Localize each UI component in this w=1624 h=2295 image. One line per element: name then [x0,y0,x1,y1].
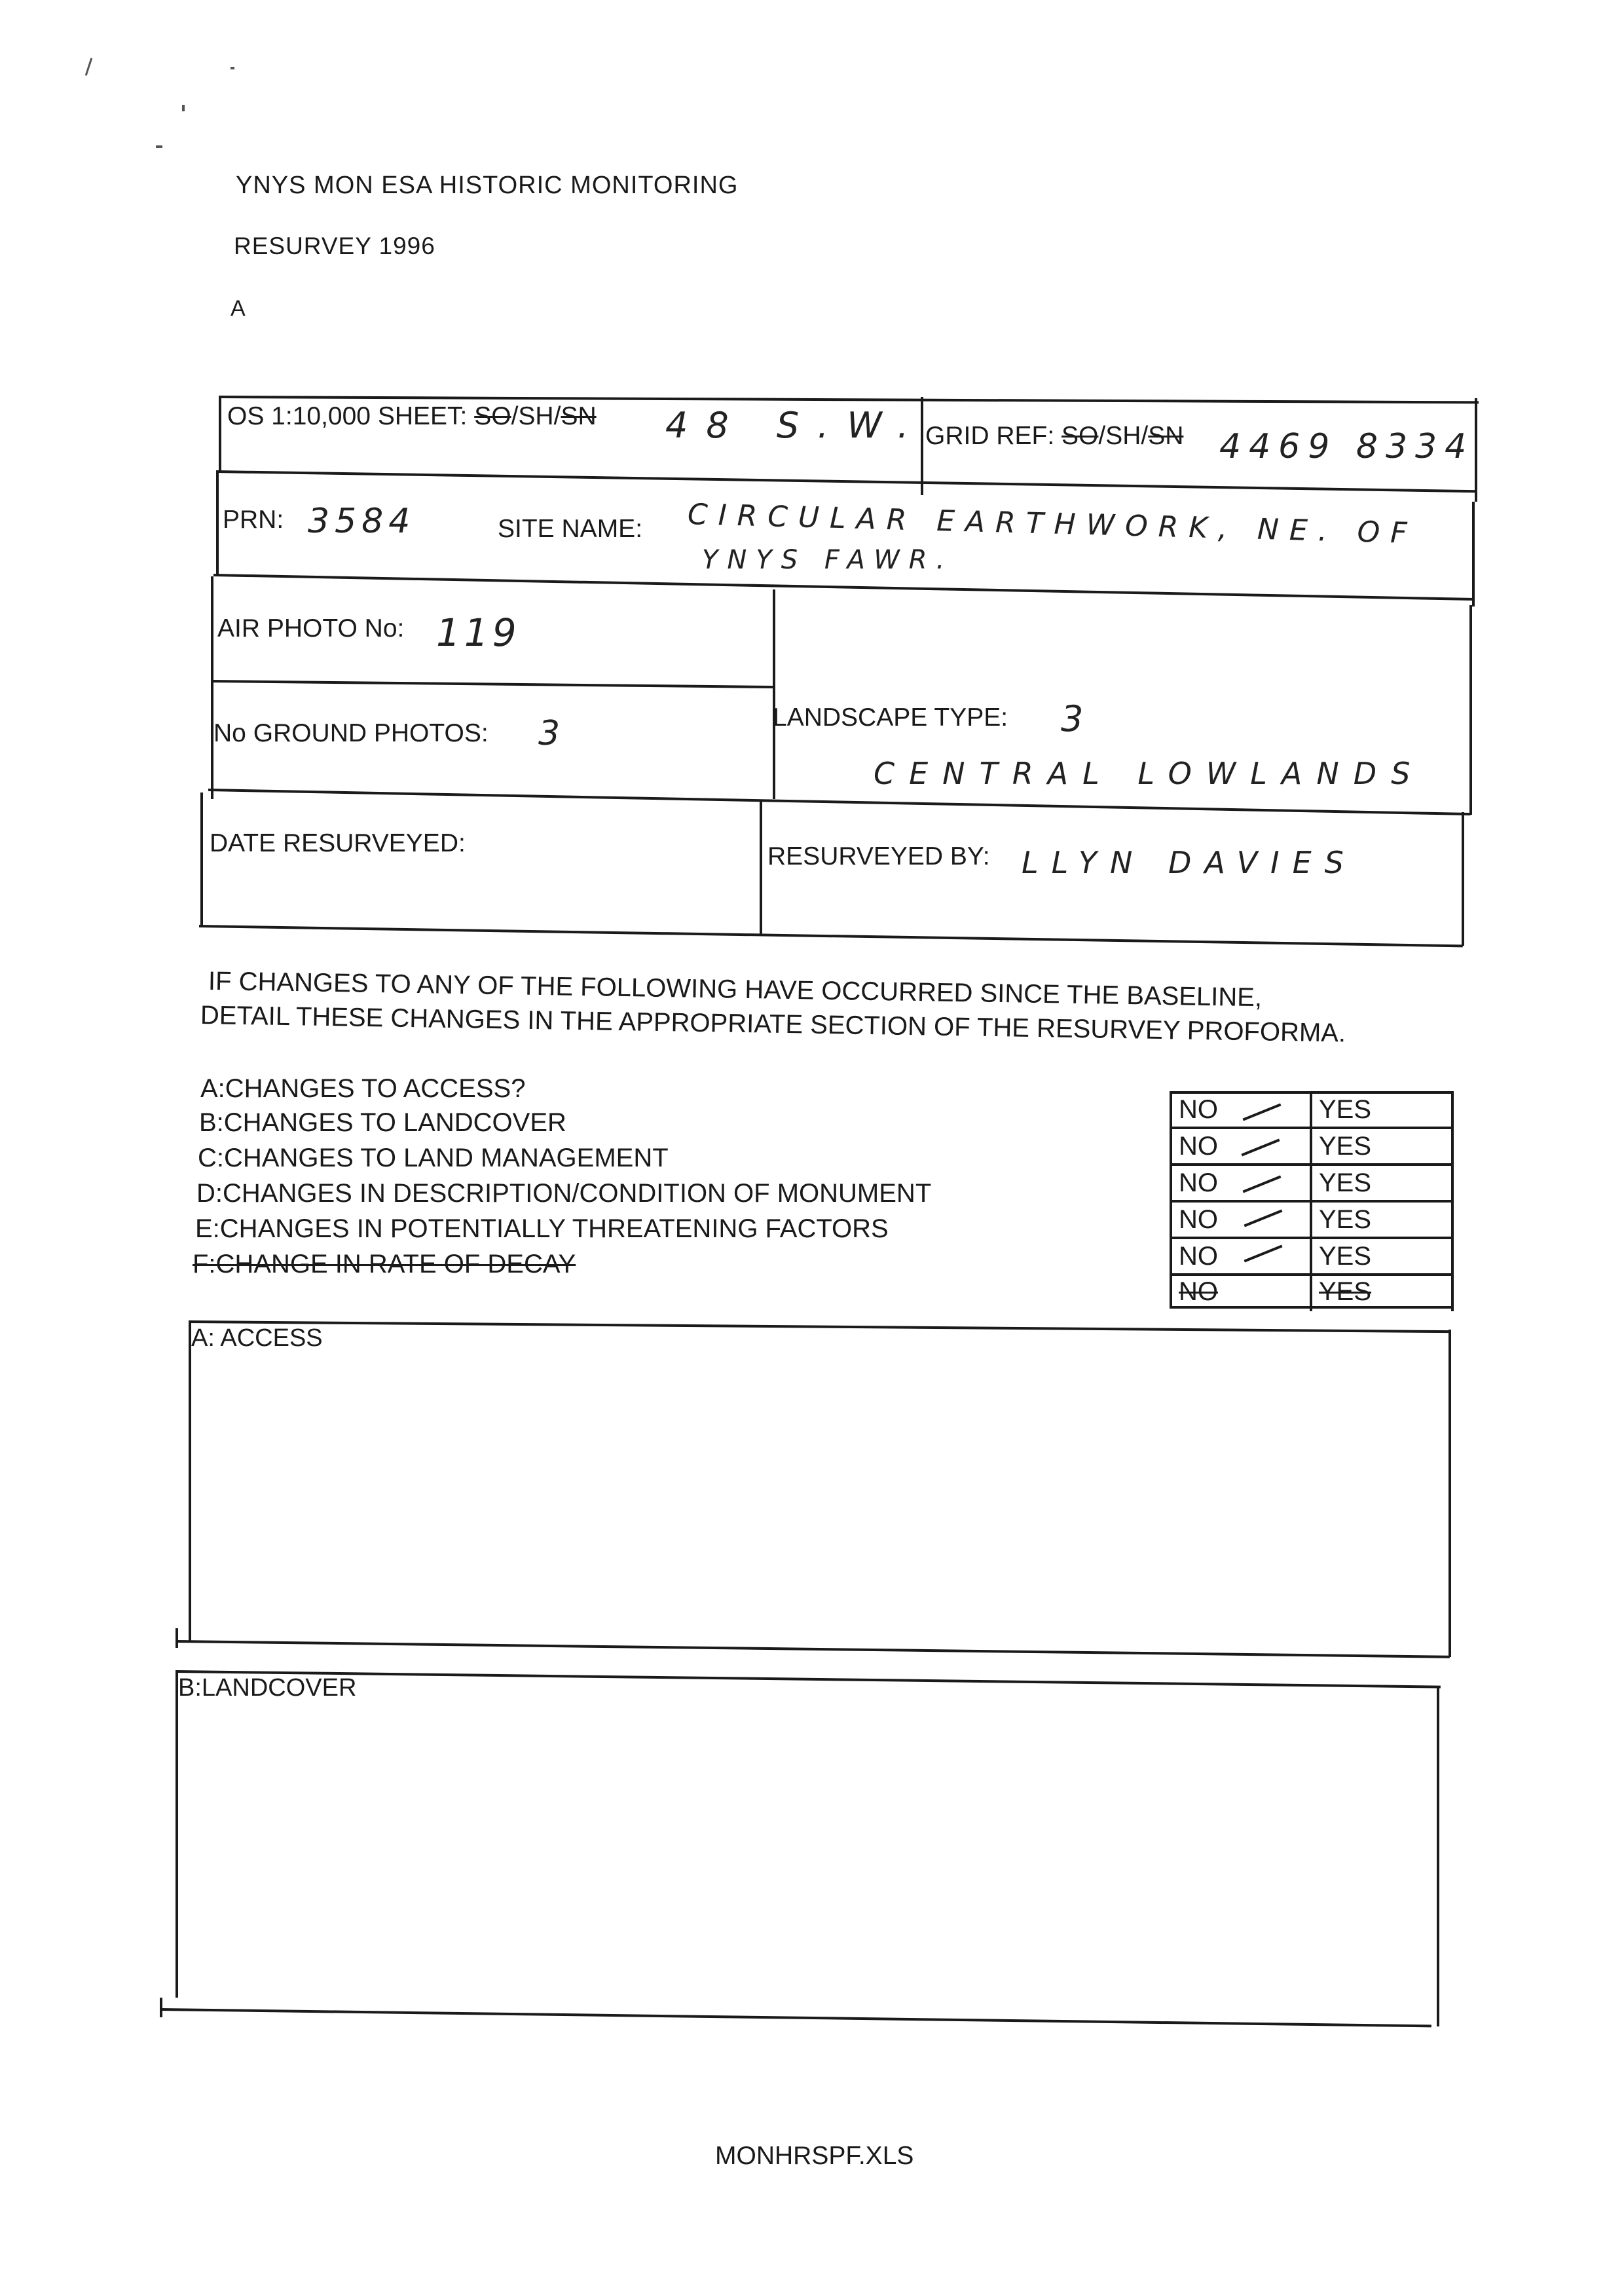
question-land-management: C:CHANGES TO LAND MANAGEMENT [198,1144,669,1172]
prn-label: PRN: [223,506,284,534]
answer-f-no[interactable]: NO [1179,1277,1218,1306]
answer-f-yes[interactable]: YES [1319,1277,1372,1306]
answer-e-yes[interactable]: YES [1319,1242,1372,1271]
form-subtitle: RESURVEY 1996 [234,233,435,259]
site-name-value-continued: YNYS FAWR. [702,545,954,575]
landcover-section-label: B:LANDCOVER [178,1674,357,1702]
site-name-value: CIRCULAR EARTHWORK, NE. OF [687,498,1418,551]
tick-mark [1243,1104,1282,1121]
tick-mark [1244,1245,1283,1263]
question-access: A:CHANGES TO ACCESS? [200,1074,526,1103]
air-photo-label: AIR PHOTO No: [217,614,405,643]
grid-ref-value: 4469 8334 [1219,427,1475,466]
instructions-line-2: DETAIL THESE CHANGES IN THE APPROPRIATE SECTION OF THE RESURVEY PROFORMA. [200,1001,1346,1048]
instructions-line-1: IF CHANGES TO ANY OF THE FOLLOWING HAVE OCCURRED SINCE THE BASELINE, [208,967,1263,1013]
access-section-label: A: ACCESS [191,1324,323,1352]
tick-mark [1244,1210,1283,1227]
answer-d-no[interactable]: NO [1179,1205,1218,1234]
question-rate-of-decay: F:CHANGE IN RATE OF DECAY [193,1250,576,1278]
access-section-textarea[interactable] [190,1356,1441,1631]
question-description-condition: D:CHANGES IN DESCRIPTION/CONDITION OF MONUMENT [196,1179,932,1208]
site-name-label: SITE NAME: [498,515,643,543]
question-landcover: B:CHANGES TO LANDCOVER [199,1108,566,1137]
answer-c-yes[interactable]: YES [1319,1168,1372,1197]
answer-c-no[interactable]: NO [1179,1168,1218,1197]
tick-mark [1242,1139,1280,1157]
question-threatening-factors: E:CHANGES IN POTENTIALLY THREATENING FACTORS [195,1214,889,1243]
answer-a-yes[interactable]: YES [1319,1095,1372,1124]
air-photo-value: 119 [436,610,521,655]
ground-photos-value: 3 [538,714,570,753]
answer-e-no[interactable]: NO [1179,1242,1218,1271]
os-sheet-label: OS 1:10,000 SHEET: SO/SH/SN [227,402,597,430]
answer-b-no[interactable]: NO [1179,1132,1218,1161]
landscape-type-label: LANDSCAPE TYPE: [773,703,1008,732]
answer-d-yes[interactable]: YES [1319,1205,1372,1234]
answer-a-no[interactable]: NO [1179,1095,1218,1124]
ground-photos-label: No GROUND PHOTOS: [213,719,489,747]
form-title: YNYS MON ESA HISTORIC MONITORING [236,172,739,199]
footer-filename: MONHRSPF.XLS [715,2142,914,2170]
resurveyed-by-label: RESURVEYED BY: [767,842,990,870]
landscape-type-value: 3 [1061,698,1093,739]
resurveyed-by-value: LLYN DAVIES [1022,845,1357,880]
site-details-table [0,0,1624,969]
tick-mark [1243,1176,1282,1193]
grid-ref-label: GRID REF: SO/SH/SN [925,422,1184,450]
date-resurveyed-label: DATE RESURVEYED: [210,829,466,857]
landscape-type-desc: CENTRAL LOWLANDS [874,756,1425,791]
form-section-letter: A [231,296,246,321]
prn-value: 3584 [308,502,416,541]
answers-grid [1170,1091,1455,1311]
answer-b-yes[interactable]: YES [1319,1132,1372,1161]
landcover-section-textarea[interactable] [178,1709,1429,1998]
os-sheet-value: 48 S.W. [665,405,927,446]
